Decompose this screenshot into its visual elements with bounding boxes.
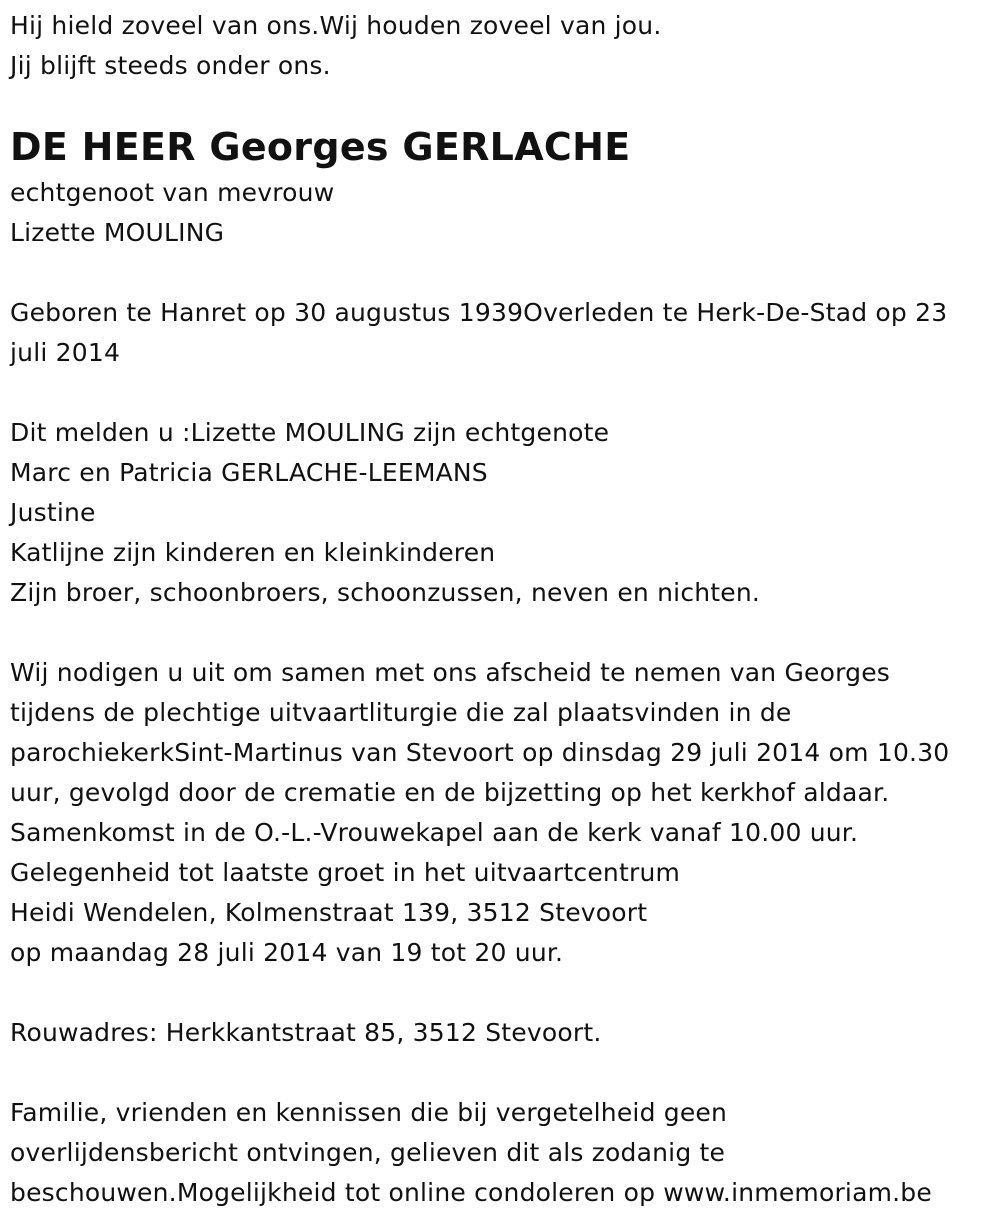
address-line: Rouwadres: Herkkantstraat 85, 3512 Stevoort. (10, 1018, 602, 1047)
closing-line: overlijdensbericht ontvingen, gelieven dit als zodanig te (10, 1138, 726, 1167)
intro-verse (10, 6, 662, 86)
invitation-line: Samenkomst in de O.-L.-Vrouwekapel aan de kerk vanaf 10.00 uur. (10, 818, 859, 847)
intro-line: Hij hield zoveel van ons.Wij houden zoveel van jou. (10, 11, 662, 40)
invitation-line: Gelegenheid tot laatste groet in het uitvaartcentrum (10, 858, 681, 887)
spouse-line: echtgenoot van mevrouw (10, 178, 335, 207)
birth-death-info (10, 293, 947, 373)
closing-line: Familie, vrienden en kennissen die bij vergetelheid geen (10, 1098, 728, 1127)
invitation-line: Wij nodigen u uit om samen met ons afscheid te nemen van Georges (10, 658, 891, 687)
spouse-info (10, 173, 334, 253)
closing-notice (10, 1093, 932, 1213)
family-line: Marc en Patricia GERLACHE-LEEMANS (10, 458, 488, 487)
mourning-address (10, 1013, 602, 1053)
closing-line: beschouwen.Mogelijkheid tot online condoleren op www.inmemoriam.be (10, 1178, 932, 1207)
birth-death-line: Geboren te Hanret op 30 augustus 1939Overleden te Herk-De-Stad op 23 (10, 298, 948, 327)
invitation-line: uur, gevolgd door de crematie en de bijzetting op het kerkhof aldaar. (10, 778, 890, 807)
funeral-invitation (10, 653, 949, 973)
announcement-family (10, 413, 760, 613)
invitation-line: Heidi Wendelen, Kolmenstraat 139, 3512 Stevoort (10, 898, 648, 927)
invitation-line: tijdens de plechtige uitvaartliturgie die zal plaatsvinden in de (10, 698, 792, 727)
invitation-line: op maandag 28 juli 2014 van 19 tot 20 uur. (10, 938, 564, 967)
family-line: Justine (10, 498, 96, 527)
invitation-line: parochiekerkSint-Martinus van Stevoort op dinsdag 29 juli 2014 om 10.30 (10, 738, 950, 767)
deceased-name-heading: DE HEER Georges GERLACHE (10, 125, 631, 169)
spouse-line: Lizette MOULING (10, 218, 225, 247)
family-line: Katlijne zijn kinderen en kleinkinderen (10, 538, 496, 567)
birth-death-line: juli 2014 (10, 338, 121, 367)
family-line: Dit melden u :Lizette MOULING zijn echtgenote (10, 418, 610, 447)
family-line: Zijn broer, schoonbroers, schoonzussen, neven en nichten. (10, 578, 761, 607)
intro-line: Jij blijft steeds onder ons. (10, 51, 331, 80)
